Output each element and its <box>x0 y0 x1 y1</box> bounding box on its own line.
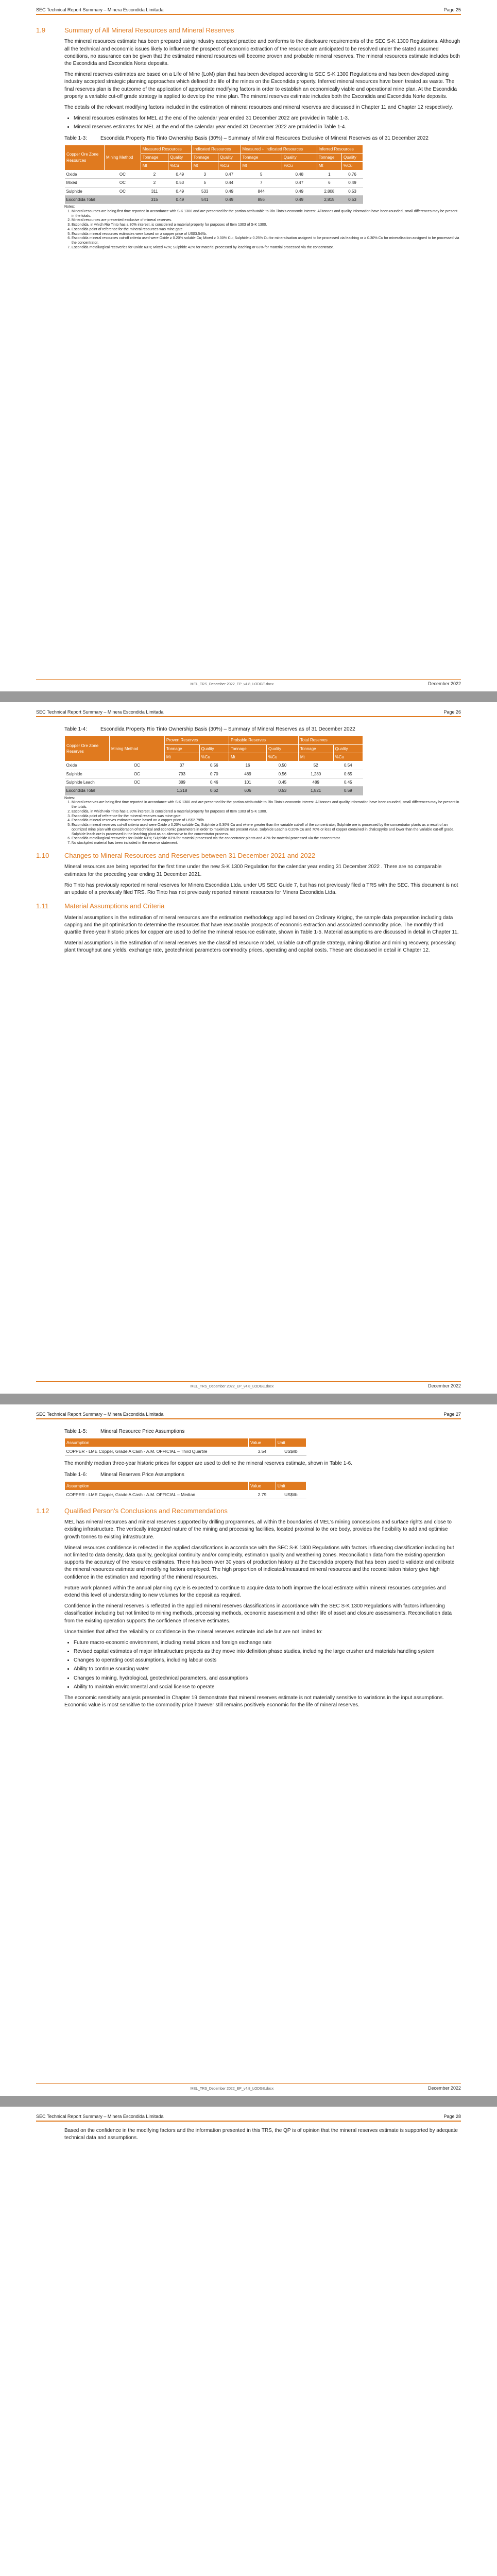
bullet-list <box>64 115 461 131</box>
list-item: • Changes to mining, hydrological, geotechnical parameters, and assumptions <box>74 1675 461 1682</box>
reserve-price-table: Assumption Value Unit COPPER - LME Copper, Grade A Cash - A.M. OFFICIAL – Median 2.79 US$/lb <box>64 1481 306 1499</box>
paragraph: Future work planned within the annual planning cycle is expected to continue to acquire data to both improve the local estimate within mineral resources categories and extend this level of understanding to new volumes for the deposit as required. <box>64 1585 446 1598</box>
mineral-resources-table: Copper Ore Zone Resources Mining Method Measured Resources Indicated Resources Measured + Indicated Resources Inferred Resources Tonnage Quality Tonnage Quality Tonnage Quality Tonnage Quality Mt %Cu Mt %Cu Mt %Cu Mt %Cu Oxide OC 2 0.49 3 0.47 5 0.48 1 0.76 Mixed OC 2 0.53 5 0.44 7 0.47 6 0.49 Sulphide OC 311 0.49 533 0.49 844 0.49 2,808 0.53 Escondida Total 315 0.49 541 0.49 856 0.49 2,815 0.53 <box>64 145 363 205</box>
bullet-list <box>64 1639 461 1691</box>
list-item: • Revised capital estimates of major infrastructure projects as they move into definition phase studies, including the large crusher and materials handling system <box>74 1648 461 1655</box>
page-number: Page 27 <box>443 1412 461 1417</box>
paragraph: The economic sensitivity analysis presented in Chapter 19 demonstrate that mineral reserves estimate is not materially sensitive to variations in the input assumptions. Economic value is most sensitive to the commodity price however still remains positively economic for the life of mineral reserves. <box>64 1695 444 1708</box>
table-caption: Table 1-5: Mineral Resource Price Assumptions <box>64 1429 185 1434</box>
page-27 <box>0 1404 497 2096</box>
page-header <box>36 7 461 15</box>
paragraph: MEL has mineral resources and mineral reserves supported by drilling programmes, all within the boundaries of MEL's mining concessions and surface rights and close to existing infrastructure. The vertically integrated nature of the mining and processing facilities, located proximal to the ore body, provides the flexibility to add and optimise growth tonnes to existing infrastructure. <box>64 1519 452 1540</box>
paragraph: The mineral reserves estimates are based on a Life of Mine (LoM) plan that has been developed according to SEC S-K 1300 Regulations and has been developed using industry accepted strategic planning approaches which defined the life of the mines on the Escondida property. Inferred mineral resources have been treated as waste. The final reserves plan is the outcome of the application of appropriate modifying factors in order to establish an economically viable and operational mine plan. At the Escondida property a variable cut-off grade strategy is applied to develop the mine plan. The mineral reserves estimate includes both the Escondida and Escondida Norte deposits. <box>64 72 457 99</box>
paragraph: Based on the confidence in the modifying factors and the information presented in this TRS, the QP is of opinion that the mineral reserves estimate is supported by adequate technical data and assumptions. <box>64 2128 458 2141</box>
table-total-row: Escondida Total 1,218 0.62 606 0.53 1,821 0.59 <box>65 787 363 795</box>
paragraph: Material assumptions in the estimation of mineral resources are the estimation methodology applied based on Ordinary Kriging, the sample data preparation including data capping and the pit optimisation to determine the resources that have reasonable prospects of economic extraction and associated commodity price. The monthly third quartile three-year historic prices for copper are used to define the mineral resource estimate, shown in Table 1-5. Material assumptions are discussed in detail in Chapter 11. <box>64 914 459 935</box>
table-row: COPPER - LME Copper, Grade A Cash - A.M. OFFICIAL – Median 2.79 US$/lb <box>65 1490 306 1499</box>
list-item: • Mineral resources estimates for MEL at the end of the calendar year ended 31 December 2022 are provided in Table 1-3. <box>74 115 461 122</box>
page-28 <box>0 2107 497 2576</box>
paragraph: The details of the relevant modifying factors included in the estimation of mineral resources and mineral reserves are discussed in Chapter 11 and Chapter 12 respectively. <box>64 104 453 110</box>
list-item: • Future macro-economic environment, including metal prices and foreign exchange rate <box>74 1639 461 1647</box>
paragraph: Material assumptions in the estimation of mineral reserves are the classified resource model, variable cut-off grade strategy, mining dilution and mining recovery, processing plant throughput and yields, exchange rate, geotechnical parameters commodity prices, operating and capital costs. These are discussed in detail in Chapter 12. <box>64 940 456 954</box>
table-row: Sulphide OC 311 0.49 533 0.49 844 0.49 2,808 0.53 <box>65 187 363 195</box>
list-item: • Mineral reserves estimates for MEL at the end of the calendar year ended 31 December 2022 are provided in Table 1-4. <box>74 124 461 131</box>
page-25 <box>0 0 497 691</box>
paragraph: The monthly median three-year historic prices for copper are used to define the mineral reserves estimate, shown in Table 1-6. <box>64 1461 352 1467</box>
paragraph: Rio Tinto has previously reported mineral reserves for Minera Escondida Ltda. under US SEC Guide 7, but has not previously filed a TRS with the SEC. This document is not an update of a previously filed TRS. Rio Tinto has not previously reported mineral resources for Minera Escondida Ltda. <box>64 882 458 895</box>
table-row: Sulphide Leach OC 389 0.46 101 0.45 489 0.45 <box>65 778 363 786</box>
page-footer: MEL_TRS_December 2022_EP_v4.8_LODGE.docx December 2022 <box>36 1381 461 1388</box>
table-total-row: Escondida Total 315 0.49 541 0.49 856 0.49 2,815 0.53 <box>65 195 363 204</box>
page-header <box>36 709 461 717</box>
page-header <box>36 1412 461 1419</box>
paragraph: Mineral resources are being reported for the first time under the new S-K 1300 Regulation for the calendar year ending 31 December 2022 . There are no comparable estimates for the preceding year ending 31 December 2021. <box>64 864 442 877</box>
list-item: • Changes to operating cost assumptions, including labour costs <box>74 1657 461 1664</box>
paragraph: Mineral resources confidence is reflected in the applied classifications in accordance with the SEC S-K 1300 Regulations with factors influencing classification including but not limited to data density, data quality, geological continuity and/or complexity, estimation quality and weathering zones. Reconciliation data from the existing operation supports the accuracy of the resource estimates. There has been over 30 years of production history at the Escondida property that has been used to validate and calibrate the mineral resources estimate and modifying factors employed. The high proportion of indicated/measured mineral resources and the reconciliation history give high confidence in the estimation and reporting of the mineral resources. <box>64 1545 455 1580</box>
table-row: Oxide OC 37 0.56 16 0.50 52 0.54 <box>65 761 363 770</box>
page-footer: MEL_TRS_December 2022_EP_v4.8_LODGE.docx December 2022 <box>36 679 461 686</box>
section-heading: 1.11 Material Assumptions and Criteria <box>36 902 165 910</box>
header-title: SEC Technical Report Summary – Minera Escondida Limitada <box>36 2114 164 2119</box>
paragraph: The mineral resources estimate has been prepared using industry accepted practice and conforms to the disclosure requirements of the SEC S-K 1300 Regulations. Although all the technical and economic issues likely to influence the prospect of economic extraction of the resource are anticipated to be resolved under the stated assumed conditions, no assurance can be given that the estimated mineral resources will become proven and probable mineral reserves. The mineral resources estimate includes both the Escondida and Escondida Norte deposits. <box>64 39 460 67</box>
page-26 <box>0 702 497 1394</box>
mineral-reserves-table: Copper Ore Zone Reserves Mining Method Proven Reserves Probable Reserves Total Reserves Tonnage Quality Tonnage Quality Tonnage Quality Mt %Cu Mt %Cu Mt %Cu Oxide OC 37 0.56 16 0.50 52 0.54 Sulphide OC 793 0.70 489 0.56 1,280 0.65 Sulphide Leach OC 389 0.46 101 0.45 489 0.45 Escondida Total 1,218 0.62 606 0.53 1,821 0.59 <box>64 736 363 795</box>
paragraph: Confidence in the mineral reserves is reflected in the applied mineral reserves classifications in accordance with the SEC S-K 1300 Regulations with factors influencing classification including but not limited to mining methods, processing methods, economic assessment and other life of asset and closure assessments. Reconciliation data from the existing operation supports the confidence of reserve estimates. <box>64 1603 452 1624</box>
table-row: Mixed OC 2 0.53 5 0.44 7 0.47 6 0.49 <box>65 179 363 187</box>
section-heading: 1.10 Changes to Mineral Resources and Reserves between 31 December 2021 and 2022 <box>36 851 316 859</box>
table-caption: Table 1-3: Escondida Property Rio Tinto Ownership Basis (30%) – Summary of Mineral Resources Exclusive of Mineral Reserves as of 31 December 2022 <box>64 135 429 141</box>
table-notes: Notes: 1. Mineral resources are being first time reported in accordance with S-K 1300 and are presented for the portion attributable to Rio Tinto's economic interest. All tonnes and quality information have been rounded, small differences may be present in the totals. 2. Mineral resources are presented exclusive of mineral reserves. 3. Escondida, in which Rio Tinto has a 30% interest, is considered a material property for purposes of Item 1303 of S-K 1300. 4. Escondida point of reference for the mineral resources was mine gate. 5. Escondida mineral resources estimates were based on a copper price of US$3.54/lb. 6. Escondida mineral resources cut-off criteria used were Oxide ≥ 0.20% soluble Cu; Mixed ≥ 0.30% Cu; Sulphide ≥ 0.25% Cu for mineralisation assigned to be processed via leaching or ≥ 0.30% Cu for mineralisation assigned to be processed via the concentrator. 7. Escondida metallurgical recoveries for Oxide 63%; Mixed 42%; Sulphide 42% for material processed by leaching or 83% for material processed via the concentrator. <box>64 205 461 250</box>
table-row: Sulphide OC 793 0.70 489 0.56 1,280 0.65 <box>65 770 363 778</box>
page-footer: MEL_TRS_December 2022_EP_v4.8_LODGE.docx December 2022 <box>36 2083 461 2091</box>
header-title: SEC Technical Report Summary – Minera Escondida Limitada <box>36 1412 164 1417</box>
table-notes: Notes: 1. Mineral reserves are being first time reported in accordance with S-K 1300 and are presented for the portion attributable to Rio Tinto's economic interest. All tonnes and quality information have been rounded, small differences may be present in the totals. 2. Escondida, in which Rio Tinto has a 30% interest, is considered a material property for purposes of Item 1303 of S-K 1300. 3. Escondida point of reference for the mineral reserves was mine gate. 4. Escondida mineral reserves estimates were based on a copper price of US$2.79/lb. 5. Escondida mineral reserves cut-off criteria used were Oxide ≥ 0.20% soluble Cu; Sulphide ≥ 0.30% Cu and where greater than the variable cut-off of the concentrator; Sulphide ore is processed by the concentrator plants as a result of an optimized mine plan with consideration of technical and economic parameters in order to maximize net present value. Sulphide Leach ≥ 0.20% Cu and 70% or less of copper contained in chalcopyrite and lower than the variable cut-off grade. Sulphide leach ore is processed in the leaching plant as an alternative to the concentrator process. 6. Escondida metallurgical recoveries for Oxide 63%; Sulphide 83% for material processed via the concentrator plants and 42% for material processed via the concentrator. 7. No stockpiled material has been included in the reserve statement. <box>64 796 461 846</box>
section-heading: 1.9 Summary of All Mineral Resources and Mineral Reserves <box>36 26 234 34</box>
resource-price-table: Assumption Value Unit COPPER - LME Copper, Grade A Cash - A.M. OFFICIAL – Third Quartile 3.54 US$/lb <box>64 1438 306 1456</box>
paragraph: Uncertainties that affect the reliability or confidence in the mineral reserves estimate include but are not limited to: <box>64 1629 323 1635</box>
page-number: Page 25 <box>443 7 461 12</box>
page-number: Page 26 <box>443 709 461 715</box>
list-item: • Ability to continue sourcing water <box>74 1666 461 1673</box>
section-heading: 1.12 Qualified Person's Conclusions and Recommendations <box>36 1506 228 1515</box>
page-number: Page 28 <box>443 2114 461 2119</box>
table-caption: Table 1-4: Escondida Property Rio Tinto Ownership Basis (30%) – Summary of Mineral Reserves as of 31 December 2022 <box>64 726 355 732</box>
list-item: • Ability to maintain environmental and social license to operate <box>74 1684 461 1691</box>
header-title: SEC Technical Report Summary – Minera Escondida Limitada <box>36 7 164 12</box>
header-title: SEC Technical Report Summary – Minera Escondida Limitada <box>36 709 164 715</box>
table-row: COPPER - LME Copper, Grade A Cash - A.M. OFFICIAL – Third Quartile 3.54 US$/lb <box>65 1447 306 1456</box>
page-header <box>36 2114 461 2122</box>
table-caption: Table 1-6: Mineral Reserves Price Assumptions <box>64 1471 184 1478</box>
table-row: Oxide OC 2 0.49 3 0.47 5 0.48 1 0.76 <box>65 170 363 178</box>
